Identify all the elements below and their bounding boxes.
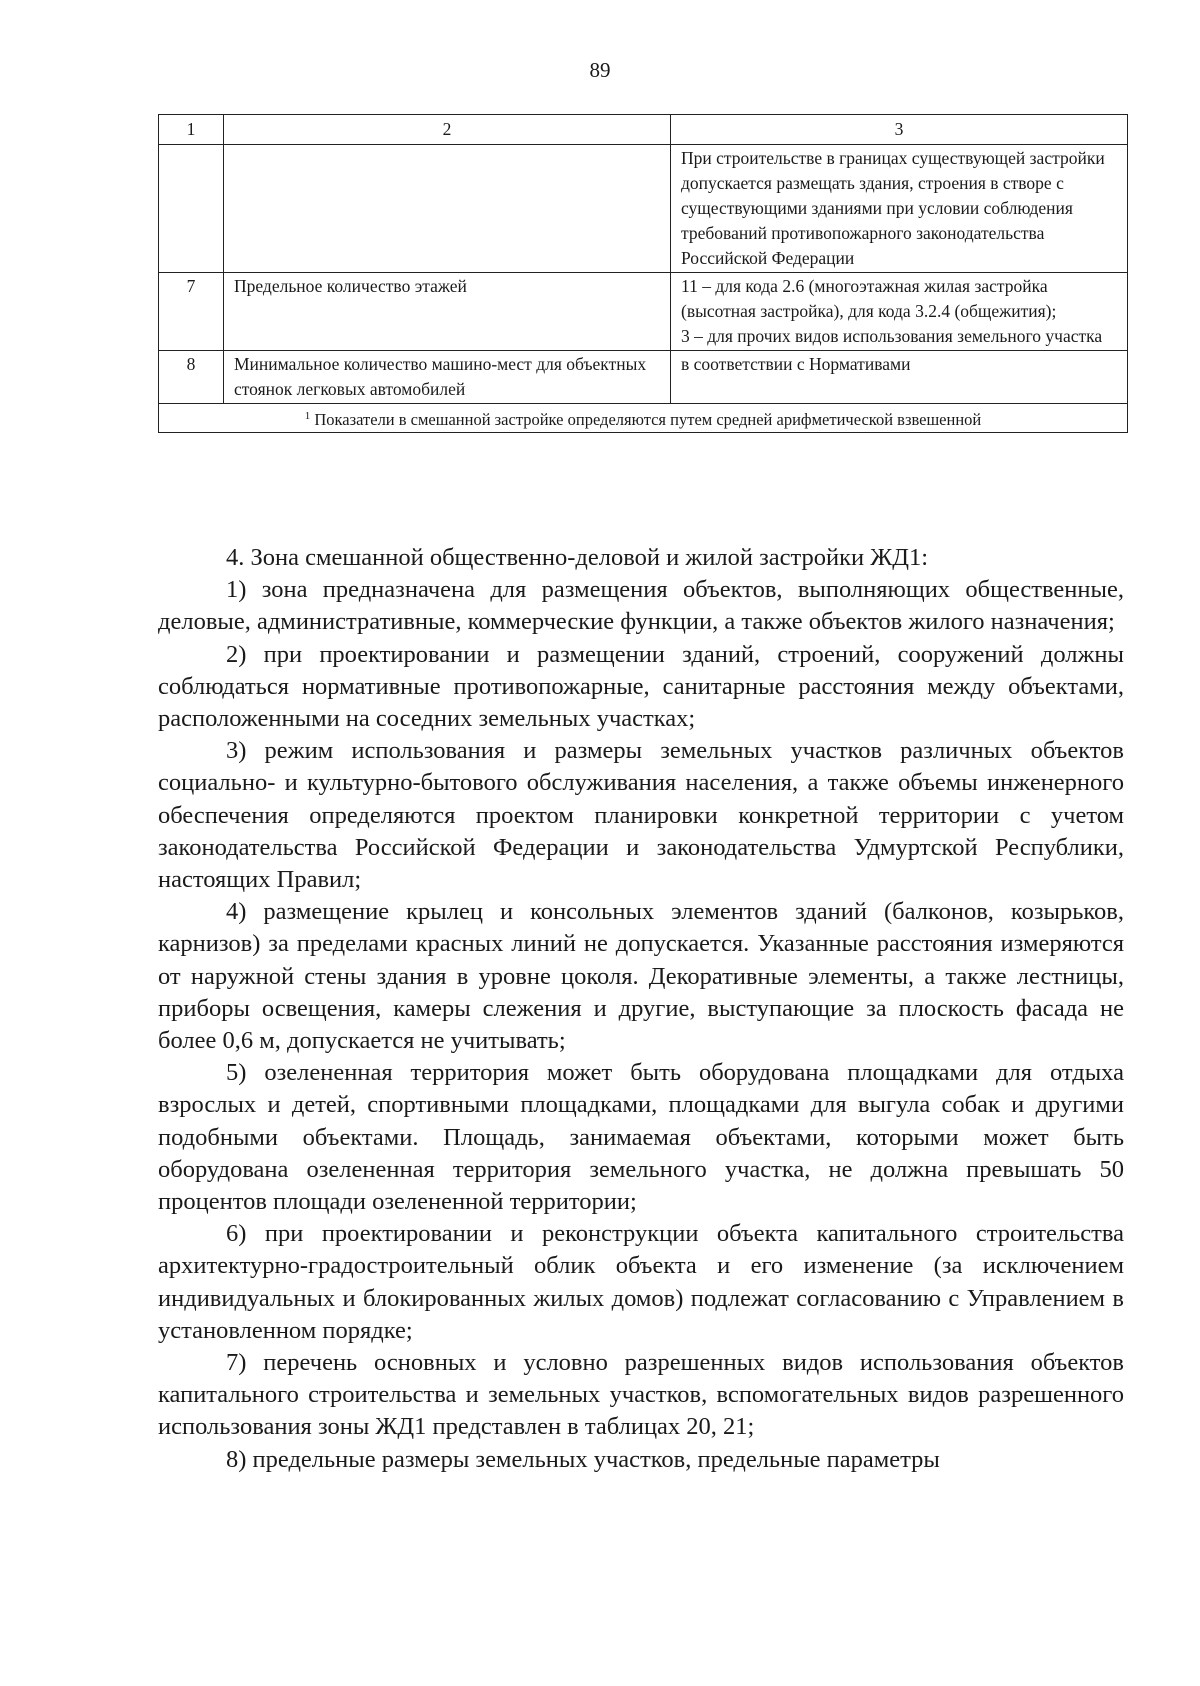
row-number: 7 bbox=[159, 273, 224, 351]
row-value: При строительстве в границах существующей застройки допускается размещать здания, строения в створе с существующими зданиями при условии соблюдения требований противопожарного законодательства Российской Федерации bbox=[671, 145, 1128, 273]
main-text bbox=[158, 542, 1124, 1476]
row-value: в соответствии с Нормативами bbox=[671, 351, 1128, 404]
row-number: 8 bbox=[159, 351, 224, 404]
section-heading: 4. Зона смешанной общественно-деловой и жилой застройки ЖД1: bbox=[226, 544, 929, 571]
paragraph: 5) озелененная территория может быть оборудована площадками для отдыха взрослых и детей, спортивными площадками, площадками для выгула собак и другими подобными объектами. Площадь, занимаемая объектами, которыми может быть оборудована озелененная территория земельного участка, не должна превышать 50 процентов площади озелененной территории; bbox=[158, 1059, 1124, 1216]
table-footnote bbox=[159, 404, 1128, 433]
table-row bbox=[159, 145, 1128, 273]
footnote-text: Показатели в смешанной застройке определяются путем средней арифметической взвешенной bbox=[314, 410, 982, 429]
column-header-2: 2 bbox=[224, 115, 671, 145]
row-parameter bbox=[224, 145, 671, 273]
row-parameter: Минимальное количество машино-мест для объектных стоянок легковых автомобилей bbox=[224, 351, 671, 404]
row-parameter: Предельное количество этажей bbox=[224, 273, 671, 351]
row-number bbox=[159, 145, 224, 273]
table-row bbox=[159, 273, 1128, 351]
parameters-table bbox=[158, 114, 1128, 433]
paragraph: 8) предельные размеры земельных участков, предельные параметры bbox=[226, 1445, 940, 1473]
column-header-3: 3 bbox=[671, 115, 1128, 145]
table-header-row bbox=[159, 115, 1128, 145]
footnote-marker: 1 bbox=[304, 410, 311, 422]
paragraph: 4) размещение крылец и консольных элементов зданий (балконов, козырьков, карнизов) за пределами красных линий не допускается. Указанные расстояния измеряются от наружной стены здания в уровне цоколя. Декоративные элементы, а также лестницы, приборы освещения, камеры слежения и другие, выступающие за плоскость фасада не более 0,6 м, допускается не учитывать; bbox=[158, 898, 1124, 1055]
table-row bbox=[159, 351, 1128, 404]
page-number: 89 bbox=[589, 58, 611, 82]
footnote-row bbox=[159, 404, 1128, 433]
column-header-1: 1 bbox=[159, 115, 224, 145]
paragraph: 2) при проектировании и размещении зданий, строений, сооружений должны соблюдаться нормативные противопожарные, санитарные расстояния между объектами, расположенными на соседних земельных участках; bbox=[158, 640, 1124, 733]
row-value: 11 – для кода 2.6 (многоэтажная жилая застройка (высотная застройка), для кода 3.2.4 (общежития); 3 – для прочих видов использования земельного участка bbox=[671, 273, 1128, 351]
paragraph: 6) при проектировании и реконструкции объекта капитального строительства архитектурно-градостроительный облик объекта и его изменение (за исключением индивидуальных и блокированных жилых домов) подлежат согласованию с Управлением в установленном порядке; bbox=[158, 1220, 1124, 1344]
paragraph: 3) режим использования и размеры земельных участков различных объектов социально- и культурно-бытового обслуживания населения, а также объемы инженерного обеспечения определяются проектом планировки конкретной территории с учетом законодательства Российской Федерации и законодательства Удмуртской Республики, настоящих Правил; bbox=[158, 737, 1124, 894]
paragraph: 1) зона предназначена для размещения объектов, выполняющих общественные, деловые, административные, коммерческие функции, а также объектов жилого назначения; bbox=[158, 576, 1124, 636]
paragraph: 7) перечень основных и условно разрешенных видов использования объектов капитального строительства и земельных участков, вспомогательных видов разрешенного использования зоны ЖД1 представлен в таблицах 20, 21; bbox=[158, 1349, 1124, 1441]
